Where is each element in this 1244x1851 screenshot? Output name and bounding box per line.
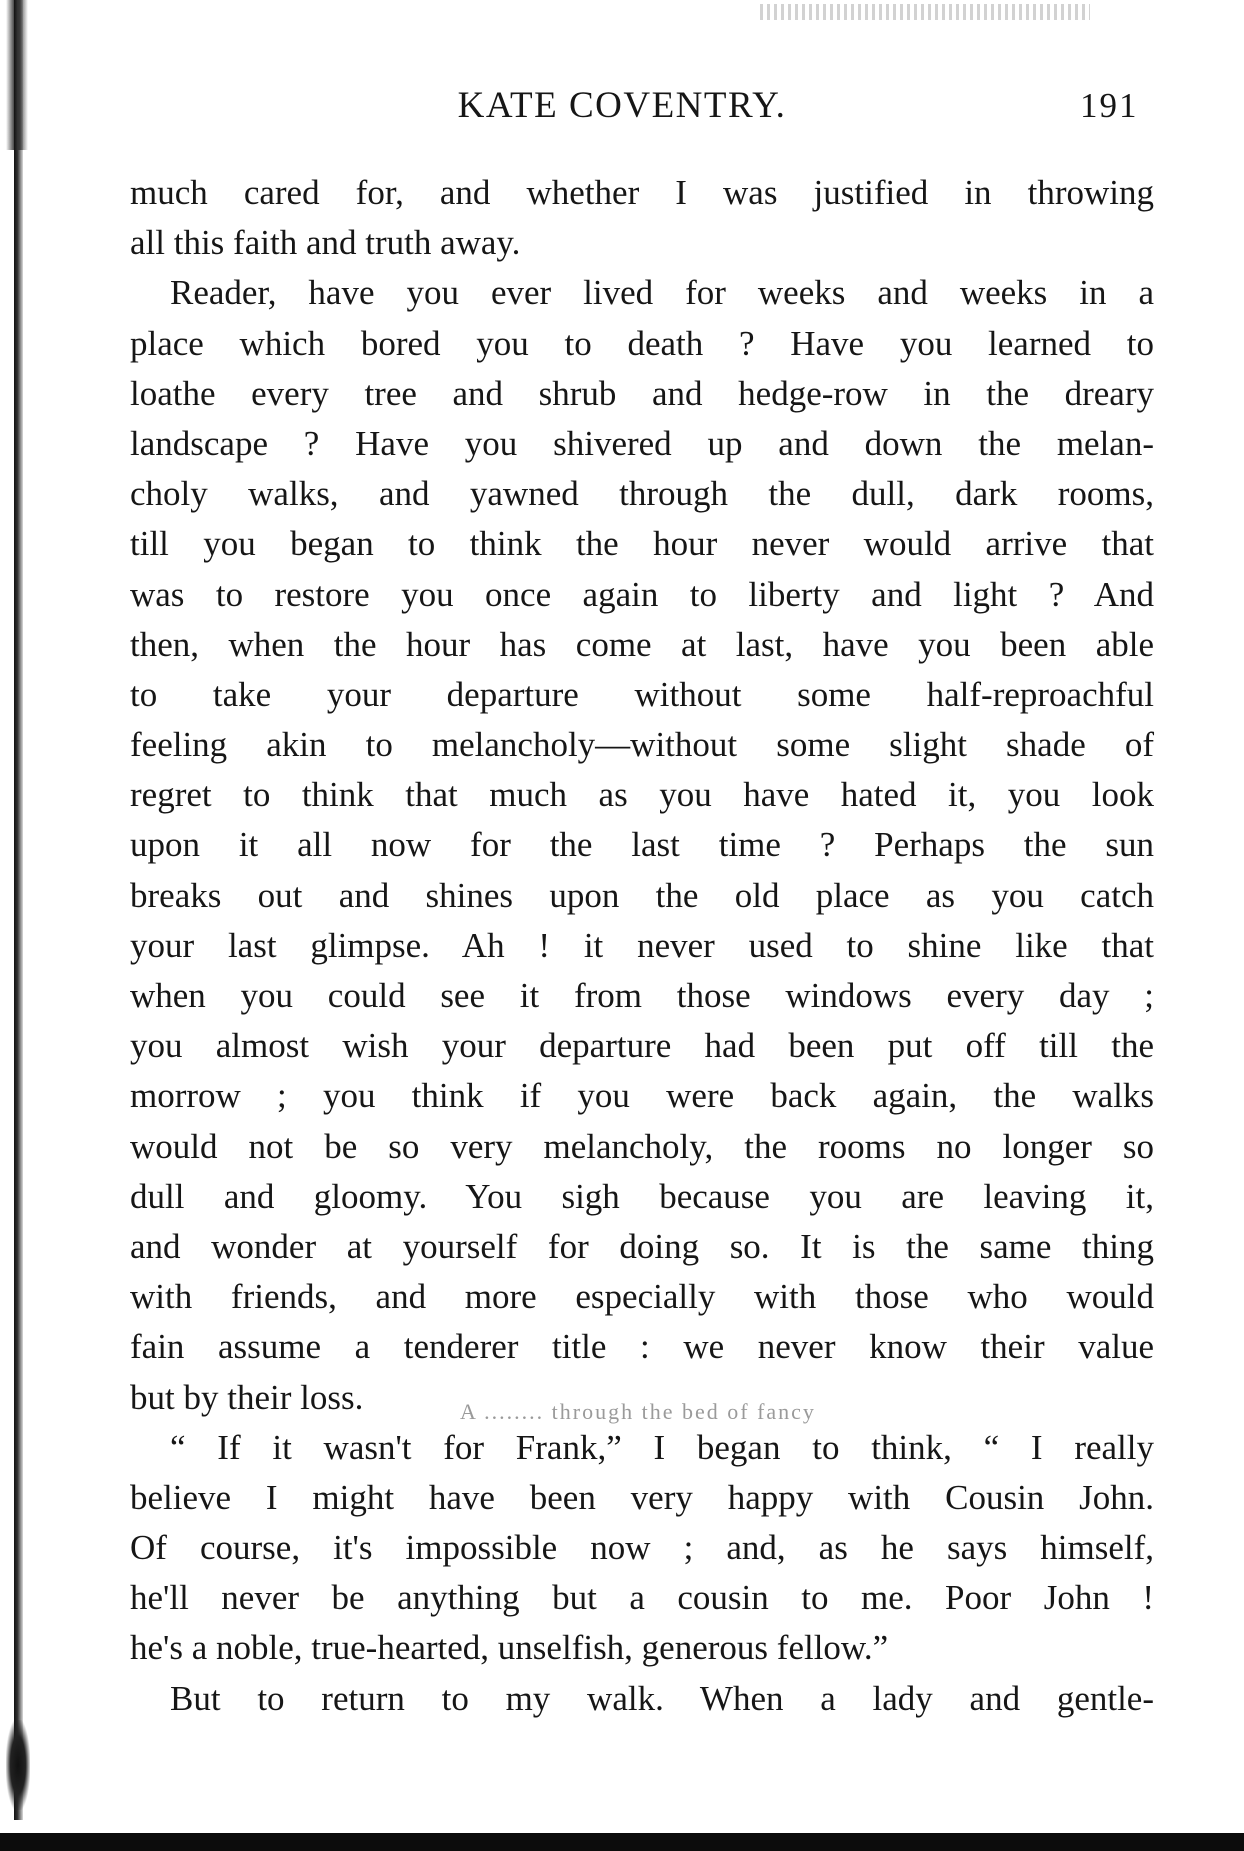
- text-line: Reader, have you ever lived for weeks and weeks in a: [170, 273, 1154, 313]
- text-line: But to return to my walk. When a lady and gentle-: [170, 1678, 1154, 1718]
- text-line: regret to think that much as you have hated it, you look: [130, 775, 1154, 815]
- text-line: all this faith and truth away.: [130, 223, 521, 263]
- text-line: feeling akin to melancholy—without some slight shade of: [130, 725, 1154, 765]
- text-line: place which bored you to death ? Have you learned to: [130, 323, 1154, 363]
- text-line: your last glimpse. Ah ! it never used to shine like that: [130, 925, 1154, 965]
- text-line: till you began to think the hour never would arrive that: [130, 524, 1154, 564]
- page-body: [130, 168, 1154, 1724]
- text-line: much cared for, and whether I was justified in throwing: [130, 173, 1154, 212]
- text-line: and wonder at yourself for doing so. It is the same thing: [130, 1226, 1154, 1266]
- text-line: choly walks, and yawned through the dull, dark rooms,: [130, 474, 1154, 514]
- text-line: when you could see it from those windows every day ;: [130, 976, 1154, 1015]
- scan-top-noise: [760, 4, 1090, 20]
- text-line: was to restore you once again to liberty and light ? And: [130, 574, 1154, 614]
- text-line-content: but by their loss.: [130, 1377, 364, 1417]
- text-line: he'll never be anything but a cousin to me. Poor John !: [130, 1578, 1154, 1618]
- running-title: KATE COVENTRY.: [457, 85, 787, 126]
- text-line: then, when the hour has come at last, have you been able: [130, 624, 1154, 664]
- text-line: fain assume a tenderer title : we never know their value: [130, 1327, 1154, 1367]
- scan-bottom-edge: [0, 1833, 1244, 1851]
- bleed-through-text: A ........ through the bed of fancy: [460, 1398, 816, 1424]
- text-line: [130, 1373, 1154, 1423]
- text-line: breaks out and shines upon the old place as you catch: [130, 875, 1154, 915]
- text-line: loathe every tree and shrub and hedge-row in the dreary: [130, 373, 1154, 413]
- page-number: 191: [1080, 86, 1139, 125]
- text-line: would not be so very melancholy, the rooms no longer so: [130, 1126, 1154, 1166]
- text-line: he's a noble, true-hearted, unselfish, generous fellow.”: [130, 1628, 889, 1668]
- text-line: believe I might have been very happy with Cousin John.: [130, 1477, 1154, 1517]
- scan-binding-edge: [14, 0, 23, 1820]
- text-line: morrow ; you think if you were back again, the walks: [130, 1076, 1154, 1116]
- running-header: [0, 84, 1244, 134]
- text-line: Of course, it's impossible now ; and, as he says himself,: [130, 1528, 1154, 1568]
- text-line: “ If it wasn't for Frank,” I began to think, “ I really: [170, 1427, 1154, 1467]
- text-line: dull and gloomy. You sigh because you are leaving it,: [130, 1176, 1154, 1216]
- text-line: landscape ? Have you shivered up and down the melan-: [130, 423, 1154, 463]
- text-line: upon it all now for the last time ? Perhaps the sun: [130, 825, 1154, 865]
- scan-binding-shadow-bottom: [6, 1720, 30, 1810]
- text-line: to take your departure without some half-reproachful: [130, 674, 1154, 714]
- text-line: you almost wish your departure had been put off till the: [130, 1026, 1154, 1066]
- text-line: with friends, and more especially with those who would: [130, 1277, 1154, 1317]
